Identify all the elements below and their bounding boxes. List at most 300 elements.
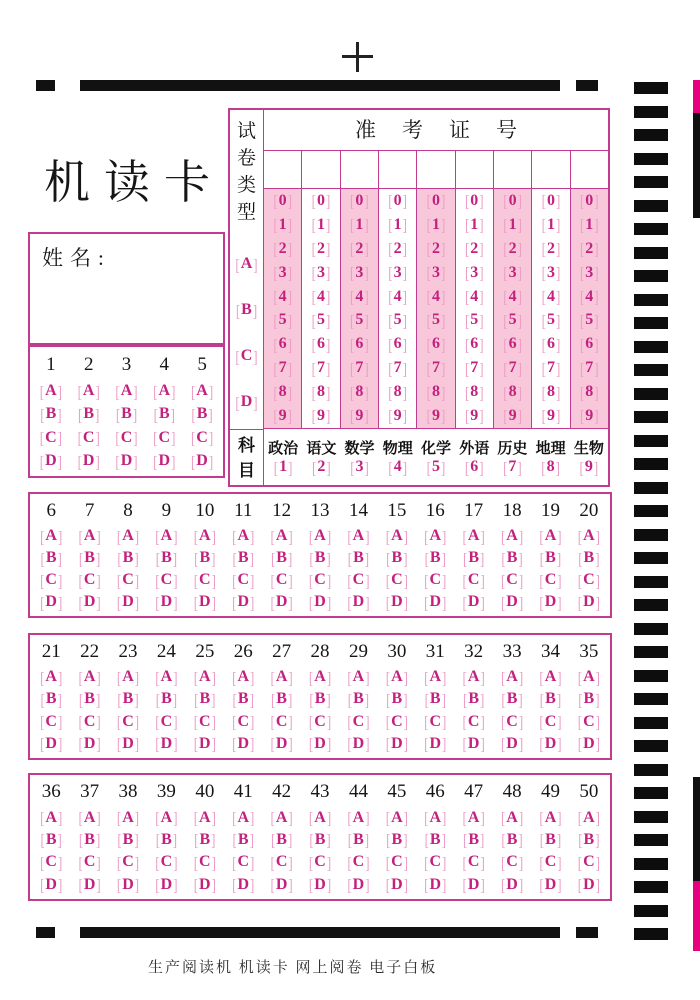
admission-writein-cell[interactable] — [532, 151, 570, 188]
answer-bubble-11-C[interactable] — [232, 572, 254, 588]
answer-bubble-15-D[interactable] — [386, 594, 408, 610]
answer-bubble-14-A[interactable] — [347, 528, 369, 544]
digit-bubble-5-3[interactable] — [426, 262, 446, 283]
digit-bubble-2-5[interactable] — [311, 310, 331, 331]
answer-bubble-31-D[interactable] — [424, 736, 446, 752]
answer-bubble-20-C[interactable] — [578, 572, 600, 588]
answer-bubble-13-A[interactable] — [309, 528, 331, 544]
digit-bubble-9-4[interactable] — [579, 286, 599, 307]
digit-bubble-2-9[interactable] — [312, 408, 331, 424]
answer-bubble-39-A[interactable] — [155, 807, 178, 828]
answer-bubble-42-B[interactable] — [271, 832, 292, 848]
digit-bubble-3-4[interactable] — [349, 286, 369, 307]
answer-bubble-14-D[interactable] — [347, 594, 369, 610]
digit-bubble-6-1[interactable] — [465, 217, 484, 233]
digit-bubble-8-4[interactable] — [541, 286, 561, 307]
answer-bubble-28-C[interactable] — [308, 711, 332, 732]
answer-bubble-26-C[interactable] — [232, 711, 255, 732]
digit-bubble-6-8[interactable] — [465, 384, 484, 400]
subject-bubble-5[interactable] — [427, 459, 446, 475]
answer-bubble-25-D[interactable] — [194, 736, 216, 752]
answer-bubble-9-D[interactable] — [155, 594, 177, 610]
digit-bubble-7-1[interactable] — [503, 217, 522, 233]
subject-bubble-2[interactable] — [312, 459, 331, 475]
digit-bubble-8-9[interactable] — [542, 408, 561, 424]
digit-bubble-2-6[interactable] — [311, 334, 331, 355]
answer-bubble-6-A[interactable] — [40, 528, 62, 544]
answer-bubble-15-B[interactable] — [386, 550, 407, 566]
digit-bubble-9-5[interactable] — [579, 310, 599, 331]
answer-bubble-28-A[interactable] — [308, 667, 332, 688]
digit-bubble-6-2[interactable] — [464, 238, 484, 259]
answer-bubble-6-B[interactable] — [41, 550, 62, 566]
answer-bubble-15-C[interactable] — [386, 572, 408, 588]
answer-bubble-13-B[interactable] — [309, 550, 330, 566]
answer-bubble-34-C[interactable] — [539, 711, 562, 732]
answer-bubble-22-D[interactable] — [78, 736, 100, 752]
answer-bubble-12-B[interactable] — [271, 550, 292, 566]
admission-writein-cell[interactable] — [456, 151, 494, 188]
answer-bubble-46-C[interactable] — [424, 852, 447, 873]
answer-bubble-38-A[interactable] — [116, 807, 140, 828]
answer-bubble-14-C[interactable] — [347, 572, 369, 588]
answer-bubble-30-A[interactable] — [385, 667, 408, 688]
answer-bubble-10-D[interactable] — [194, 594, 216, 610]
paper-type-option-A[interactable] — [235, 256, 257, 272]
answer-bubble-16-D[interactable] — [424, 594, 446, 610]
answer-bubble-35-A[interactable] — [577, 667, 601, 688]
digit-bubble-1-2[interactable] — [273, 238, 292, 259]
digit-bubble-1-7[interactable] — [273, 360, 292, 376]
digit-bubble-9-6[interactable] — [579, 334, 599, 355]
answer-bubble-30-B[interactable] — [386, 689, 408, 710]
answer-bubble-49-B[interactable] — [540, 832, 561, 848]
digit-bubble-5-8[interactable] — [427, 384, 446, 400]
answer-bubble-21-A[interactable] — [40, 667, 63, 688]
answer-bubble-22-A[interactable] — [78, 667, 101, 688]
digit-bubble-2-8[interactable] — [312, 384, 331, 400]
answer-bubble-46-D[interactable] — [424, 877, 446, 893]
answer-bubble-12-C[interactable] — [271, 572, 293, 588]
digit-bubble-9-8[interactable] — [580, 384, 599, 400]
digit-bubble-4-3[interactable] — [388, 262, 407, 283]
digit-bubble-3-2[interactable] — [349, 238, 369, 259]
answer-bubble-39-C[interactable] — [155, 852, 178, 873]
answer-bubble-48-D[interactable] — [501, 877, 523, 893]
answer-bubble-24-D[interactable] — [155, 736, 177, 752]
answer-bubble-33-D[interactable] — [501, 736, 523, 752]
digit-bubble-1-0[interactable] — [273, 193, 292, 209]
answer-bubble-32-A[interactable] — [462, 667, 485, 688]
digit-bubble-5-5[interactable] — [426, 310, 446, 331]
digit-bubble-1-8[interactable] — [273, 384, 292, 400]
admission-writein-cell[interactable] — [571, 151, 608, 188]
answer-bubble-2-B[interactable] — [78, 404, 100, 425]
digit-bubble-6-0[interactable] — [465, 193, 484, 209]
answer-bubble-24-C[interactable] — [155, 711, 178, 732]
answer-bubble-27-C[interactable] — [270, 711, 293, 732]
answer-bubble-37-C[interactable] — [78, 852, 101, 873]
answer-bubble-49-D[interactable] — [539, 877, 561, 893]
digit-bubble-2-7[interactable] — [312, 360, 331, 376]
answer-bubble-48-A[interactable] — [500, 807, 524, 828]
answer-bubble-14-B[interactable] — [348, 550, 369, 566]
digit-bubble-1-6[interactable] — [273, 334, 292, 355]
digit-bubble-9-0[interactable] — [580, 193, 599, 209]
name-field[interactable] — [28, 232, 225, 345]
answer-bubble-40-A[interactable] — [193, 807, 216, 828]
answer-bubble-1-B[interactable] — [40, 404, 62, 425]
subject-bubble-7[interactable] — [503, 459, 522, 475]
answer-bubble-26-B[interactable] — [232, 689, 254, 710]
digit-bubble-3-5[interactable] — [349, 310, 369, 331]
answer-bubble-9-A[interactable] — [155, 528, 177, 544]
digit-bubble-8-2[interactable] — [541, 238, 561, 259]
answer-bubble-27-B[interactable] — [270, 689, 293, 710]
digit-bubble-1-1[interactable] — [273, 217, 292, 233]
answer-bubble-29-C[interactable] — [347, 711, 370, 732]
paper-type-option-D[interactable] — [235, 394, 257, 410]
answer-bubble-27-D[interactable] — [271, 736, 293, 752]
answer-bubble-1-C[interactable] — [40, 430, 62, 446]
answer-bubble-38-D[interactable] — [117, 877, 139, 893]
answer-bubble-22-C[interactable] — [78, 711, 101, 732]
digit-bubble-3-8[interactable] — [350, 384, 369, 400]
digit-bubble-5-0[interactable] — [427, 193, 446, 209]
answer-bubble-44-D[interactable] — [347, 877, 369, 893]
digit-bubble-4-9[interactable] — [388, 408, 407, 424]
answer-bubble-38-B[interactable] — [117, 832, 138, 848]
answer-bubble-21-C[interactable] — [40, 711, 63, 732]
answer-bubble-44-B[interactable] — [348, 832, 369, 848]
answer-bubble-38-C[interactable] — [116, 852, 140, 873]
answer-bubble-47-C[interactable] — [462, 852, 485, 873]
digit-bubble-2-3[interactable] — [311, 262, 331, 283]
answer-bubble-35-C[interactable] — [577, 711, 601, 732]
answer-bubble-31-C[interactable] — [424, 711, 447, 732]
answer-bubble-10-C[interactable] — [194, 572, 216, 588]
answer-bubble-36-C[interactable] — [40, 852, 63, 873]
answer-bubble-12-A[interactable] — [271, 528, 293, 544]
digit-bubble-7-7[interactable] — [503, 360, 522, 376]
answer-bubble-40-C[interactable] — [193, 852, 216, 873]
answer-bubble-8-B[interactable] — [117, 550, 138, 566]
admission-writein-cell[interactable] — [494, 151, 532, 188]
subject-bubble-6[interactable] — [465, 459, 484, 475]
answer-bubble-34-D[interactable] — [539, 736, 561, 752]
answer-bubble-31-B[interactable] — [424, 689, 446, 710]
digit-bubble-3-0[interactable] — [350, 193, 369, 209]
answer-bubble-2-C[interactable] — [78, 430, 100, 446]
answer-bubble-41-A[interactable] — [232, 807, 255, 828]
digit-bubble-6-9[interactable] — [465, 408, 484, 424]
answer-bubble-48-B[interactable] — [501, 832, 522, 848]
answer-bubble-36-A[interactable] — [40, 807, 63, 828]
answer-bubble-3-B[interactable] — [115, 404, 138, 425]
digit-bubble-8-6[interactable] — [541, 334, 561, 355]
answer-bubble-21-B[interactable] — [40, 689, 62, 710]
digit-bubble-8-0[interactable] — [542, 193, 561, 209]
answer-bubble-37-A[interactable] — [78, 807, 101, 828]
answer-bubble-5-B[interactable] — [191, 404, 213, 425]
answer-bubble-41-D[interactable] — [232, 877, 254, 893]
answer-bubble-9-C[interactable] — [155, 572, 177, 588]
digit-bubble-4-5[interactable] — [388, 310, 407, 331]
digit-bubble-9-2[interactable] — [579, 238, 599, 259]
answer-bubble-25-B[interactable] — [194, 689, 216, 710]
answer-bubble-23-B[interactable] — [117, 689, 139, 710]
answer-bubble-26-D[interactable] — [232, 736, 254, 752]
digit-bubble-6-7[interactable] — [465, 360, 484, 376]
answer-bubble-29-A[interactable] — [347, 667, 370, 688]
answer-bubble-9-B[interactable] — [156, 550, 177, 566]
answer-bubble-4-C[interactable] — [153, 430, 175, 446]
digit-bubble-1-4[interactable] — [273, 286, 292, 307]
digit-bubble-9-1[interactable] — [580, 217, 599, 233]
answer-bubble-19-A[interactable] — [539, 528, 561, 544]
answer-bubble-45-D[interactable] — [386, 877, 408, 893]
answer-bubble-49-A[interactable] — [539, 807, 562, 828]
answer-bubble-40-B[interactable] — [194, 832, 215, 848]
digit-bubble-5-2[interactable] — [426, 238, 446, 259]
digit-bubble-4-6[interactable] — [388, 334, 407, 355]
answer-bubble-50-A[interactable] — [577, 807, 601, 828]
answer-bubble-19-C[interactable] — [539, 572, 561, 588]
answer-bubble-17-B[interactable] — [463, 550, 484, 566]
paper-type-option-C[interactable] — [235, 348, 257, 364]
digit-bubble-3-1[interactable] — [350, 217, 369, 233]
answer-bubble-25-C[interactable] — [193, 711, 216, 732]
digit-bubble-7-3[interactable] — [503, 262, 522, 283]
admission-writein-cell[interactable] — [341, 151, 379, 188]
answer-bubble-7-A[interactable] — [78, 528, 100, 544]
answer-bubble-22-B[interactable] — [78, 689, 101, 710]
answer-bubble-15-A[interactable] — [386, 528, 408, 544]
digit-bubble-6-4[interactable] — [464, 286, 484, 307]
answer-bubble-29-D[interactable] — [347, 736, 369, 752]
answer-bubble-26-A[interactable] — [232, 667, 255, 688]
answer-bubble-11-D[interactable] — [232, 594, 254, 610]
answer-bubble-5-A[interactable] — [191, 383, 213, 399]
answer-bubble-46-A[interactable] — [424, 807, 447, 828]
answer-bubble-8-C[interactable] — [117, 572, 139, 588]
digit-bubble-7-4[interactable] — [503, 286, 522, 307]
answer-bubble-19-D[interactable] — [539, 594, 561, 610]
digit-bubble-4-2[interactable] — [388, 238, 407, 259]
answer-bubble-50-B[interactable] — [578, 832, 599, 848]
answer-bubble-16-C[interactable] — [424, 572, 446, 588]
answer-bubble-3-A[interactable] — [115, 383, 137, 399]
answer-bubble-7-C[interactable] — [78, 572, 100, 588]
answer-bubble-32-D[interactable] — [463, 736, 485, 752]
answer-bubble-25-A[interactable] — [193, 667, 216, 688]
digit-bubble-5-6[interactable] — [426, 334, 446, 355]
answer-bubble-37-B[interactable] — [79, 832, 100, 848]
answer-bubble-44-C[interactable] — [347, 852, 370, 873]
answer-bubble-28-D[interactable] — [309, 736, 331, 752]
answer-bubble-44-A[interactable] — [347, 807, 370, 828]
answer-bubble-13-C[interactable] — [309, 572, 331, 588]
digit-bubble-8-3[interactable] — [541, 262, 561, 283]
answer-bubble-1-D[interactable] — [40, 453, 62, 469]
answer-bubble-43-A[interactable] — [308, 807, 332, 828]
subject-bubble-9[interactable] — [580, 459, 599, 475]
digit-bubble-3-9[interactable] — [350, 408, 369, 424]
digit-bubble-6-5[interactable] — [464, 310, 484, 331]
digit-bubble-1-9[interactable] — [273, 408, 292, 424]
answer-bubble-35-B[interactable] — [578, 689, 600, 710]
answer-bubble-12-D[interactable] — [271, 594, 293, 610]
answer-bubble-19-B[interactable] — [540, 550, 561, 566]
digit-bubble-4-0[interactable] — [388, 193, 407, 209]
answer-bubble-7-D[interactable] — [78, 594, 100, 610]
answer-bubble-5-D[interactable] — [191, 453, 213, 469]
answer-bubble-48-C[interactable] — [500, 852, 524, 873]
digit-bubble-2-2[interactable] — [311, 238, 331, 259]
digit-bubble-8-5[interactable] — [541, 310, 561, 331]
answer-bubble-37-D[interactable] — [78, 877, 100, 893]
answer-bubble-45-A[interactable] — [385, 807, 408, 828]
admission-writein-cell[interactable] — [302, 151, 340, 188]
answer-bubble-2-A[interactable] — [78, 383, 100, 399]
answer-bubble-43-B[interactable] — [309, 832, 330, 848]
answer-bubble-39-B[interactable] — [156, 832, 177, 848]
answer-bubble-33-B[interactable] — [501, 689, 523, 710]
answer-bubble-40-D[interactable] — [194, 877, 216, 893]
answer-bubble-18-A[interactable] — [501, 528, 523, 544]
paper-type-option-B[interactable] — [236, 302, 257, 318]
digit-bubble-7-8[interactable] — [503, 384, 522, 400]
digit-bubble-4-8[interactable] — [388, 384, 407, 400]
answer-bubble-50-C[interactable] — [577, 852, 601, 873]
answer-bubble-47-D[interactable] — [463, 877, 485, 893]
answer-bubble-16-A[interactable] — [424, 528, 446, 544]
digit-bubble-1-5[interactable] — [273, 310, 292, 331]
answer-bubble-45-C[interactable] — [385, 852, 408, 873]
admission-writein-cell[interactable] — [264, 151, 302, 188]
answer-bubble-28-B[interactable] — [309, 689, 331, 710]
answer-bubble-31-A[interactable] — [424, 667, 447, 688]
answer-bubble-20-D[interactable] — [578, 594, 600, 610]
digit-bubble-7-9[interactable] — [503, 408, 522, 424]
answer-bubble-43-C[interactable] — [308, 852, 332, 873]
answer-bubble-30-D[interactable] — [386, 736, 408, 752]
answer-bubble-47-B[interactable] — [463, 832, 484, 848]
answer-bubble-21-D[interactable] — [40, 736, 62, 752]
answer-bubble-30-C[interactable] — [385, 711, 408, 732]
answer-bubble-36-B[interactable] — [41, 832, 62, 848]
answer-bubble-33-C[interactable] — [500, 711, 524, 732]
admission-writein-cell[interactable] — [417, 151, 455, 188]
answer-bubble-42-C[interactable] — [270, 852, 293, 873]
subject-bubble-3[interactable] — [350, 459, 369, 475]
digit-bubble-4-1[interactable] — [388, 217, 407, 233]
digit-bubble-1-3[interactable] — [273, 262, 292, 283]
answer-bubble-47-A[interactable] — [462, 807, 485, 828]
answer-bubble-43-D[interactable] — [309, 877, 331, 893]
digit-bubble-8-1[interactable] — [542, 217, 561, 233]
answer-bubble-1-A[interactable] — [40, 383, 62, 399]
digit-bubble-2-1[interactable] — [312, 217, 331, 233]
answer-bubble-4-A[interactable] — [153, 383, 175, 399]
digit-bubble-4-7[interactable] — [388, 360, 407, 376]
answer-bubble-10-A[interactable] — [194, 528, 216, 544]
answer-bubble-24-B[interactable] — [155, 689, 178, 710]
digit-bubble-4-4[interactable] — [388, 286, 407, 307]
answer-bubble-6-D[interactable] — [40, 594, 62, 610]
digit-bubble-6-3[interactable] — [464, 262, 484, 283]
answer-bubble-23-A[interactable] — [116, 667, 140, 688]
digit-bubble-3-6[interactable] — [349, 334, 369, 355]
answer-bubble-24-A[interactable] — [155, 667, 178, 688]
answer-bubble-3-D[interactable] — [115, 453, 137, 469]
answer-bubble-34-B[interactable] — [539, 689, 562, 710]
answer-bubble-18-B[interactable] — [501, 550, 522, 566]
answer-bubble-8-D[interactable] — [117, 594, 139, 610]
digit-bubble-7-5[interactable] — [503, 310, 522, 331]
answer-bubble-32-B[interactable] — [462, 689, 485, 710]
digit-bubble-2-4[interactable] — [311, 286, 331, 307]
answer-bubble-2-D[interactable] — [78, 453, 100, 469]
digit-bubble-6-6[interactable] — [464, 334, 484, 355]
answer-bubble-5-C[interactable] — [191, 430, 213, 446]
answer-bubble-17-C[interactable] — [463, 572, 485, 588]
answer-bubble-23-C[interactable] — [116, 711, 140, 732]
digit-bubble-9-3[interactable] — [579, 262, 599, 283]
answer-bubble-35-D[interactable] — [578, 736, 600, 752]
answer-bubble-20-A[interactable] — [578, 528, 600, 544]
answer-bubble-49-C[interactable] — [539, 852, 562, 873]
digit-bubble-5-7[interactable] — [427, 360, 446, 376]
answer-bubble-33-A[interactable] — [500, 667, 524, 688]
digit-bubble-3-3[interactable] — [349, 262, 369, 283]
answer-bubble-7-B[interactable] — [79, 550, 100, 566]
digit-bubble-9-9[interactable] — [580, 408, 599, 424]
answer-bubble-18-D[interactable] — [501, 594, 523, 610]
answer-bubble-11-B[interactable] — [233, 550, 254, 566]
answer-bubble-32-C[interactable] — [462, 711, 485, 732]
digit-bubble-2-0[interactable] — [312, 193, 331, 209]
answer-bubble-27-A[interactable] — [270, 667, 293, 688]
digit-bubble-7-6[interactable] — [503, 334, 522, 355]
digit-bubble-3-7[interactable] — [350, 360, 369, 376]
answer-bubble-42-D[interactable] — [271, 877, 293, 893]
digit-bubble-5-9[interactable] — [427, 408, 446, 424]
answer-bubble-29-B[interactable] — [347, 689, 370, 710]
answer-bubble-13-D[interactable] — [309, 594, 331, 610]
digit-bubble-5-1[interactable] — [427, 217, 446, 233]
digit-bubble-8-8[interactable] — [542, 384, 561, 400]
answer-bubble-4-B[interactable] — [153, 404, 175, 425]
admission-writein-cell[interactable] — [379, 151, 417, 188]
answer-bubble-39-D[interactable] — [155, 877, 177, 893]
answer-bubble-11-A[interactable] — [232, 528, 254, 544]
digit-bubble-7-0[interactable] — [503, 193, 522, 209]
digit-bubble-7-2[interactable] — [503, 238, 522, 259]
answer-bubble-45-B[interactable] — [386, 832, 407, 848]
answer-bubble-17-D[interactable] — [463, 594, 485, 610]
answer-bubble-46-B[interactable] — [425, 832, 446, 848]
answer-bubble-6-C[interactable] — [40, 572, 62, 588]
subject-bubble-1[interactable] — [274, 459, 293, 475]
answer-bubble-42-A[interactable] — [270, 807, 293, 828]
answer-bubble-18-C[interactable] — [501, 572, 523, 588]
digit-bubble-9-7[interactable] — [580, 360, 599, 376]
digit-bubble-8-7[interactable] — [542, 360, 561, 376]
answer-bubble-23-D[interactable] — [117, 736, 139, 752]
answer-bubble-36-D[interactable] — [40, 877, 62, 893]
answer-bubble-16-B[interactable] — [425, 550, 446, 566]
